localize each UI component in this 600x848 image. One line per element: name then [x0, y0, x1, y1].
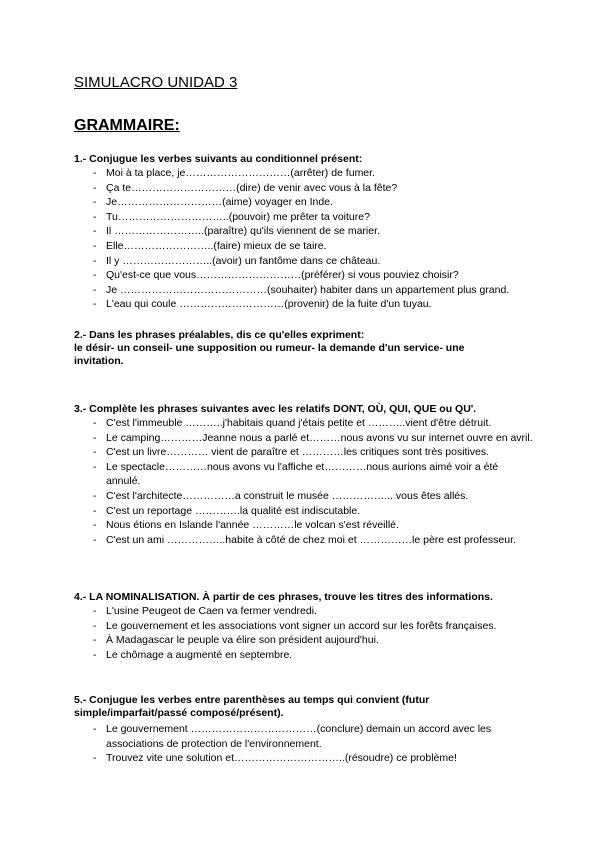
- exercise-4-list: [74, 604, 534, 662]
- page-title: SIMULACRO UNIDAD 3: [74, 74, 238, 91]
- exercise-3: [74, 403, 534, 547]
- list-item: - Je ……………………………………(souhaiter) habiter dans un appartement plus grand.: [74, 283, 534, 298]
- list-item: - L'usine Peugeot de Caen va fermer vendredi.: [74, 604, 534, 619]
- exercise-2-options: le désir- un conseil- une supposition ou rumeur- la demande d'un service- une invitation.: [74, 342, 465, 367]
- list-item: - Trouvez vite une solution et…………………………..(résoudre) ce problème!: [74, 751, 514, 766]
- list-item: - Le gouvernement et les associations vont signer un accord sur les forêts françaises.: [74, 619, 534, 634]
- exercise-3-list: [74, 416, 534, 547]
- list-item: - Il y ……………………..(avoir) un fantôme dans ce château.: [74, 254, 534, 269]
- list-item: - Ça te…………………………(dire) de venir avec vous à la fête?: [74, 181, 534, 196]
- list-item: - Le chômage a augmenté en septembre.: [74, 648, 534, 663]
- list-item: - Le spectacle…………nous avons vu l'affiche et…………nous aurions aimé voir a été annulé.: [74, 460, 534, 489]
- list-item: - Nous étions en Islande l'année …………le volcan s'est réveillé.: [74, 518, 534, 533]
- exercise-4-heading: 4.- LA NOMINALISATION. À partir de ces phrases, trouve les titres des informations.: [74, 591, 493, 603]
- list-item: - Qu'est-ce que vous…………………………(préférer) si vous pouviez choisir?: [74, 268, 534, 283]
- exercise-1: [74, 153, 534, 312]
- exercise-1-list: [74, 166, 534, 312]
- list-item: - Le camping…………Jeanne nous a parlé et………nous avons vu sur internet ouvre en avril.: [74, 431, 534, 446]
- list-item: - C'est l'architecte……………a construit le musée ……………... vous êtes allés.: [74, 489, 534, 504]
- list-item: - C'est un ami ……………..habite à côté de chez moi et ……………le père est professeur.: [74, 533, 534, 548]
- exercise-5-list: [74, 722, 514, 766]
- list-item: - C'est un livre………… vient de paraître et …………les critiques sont très positives.: [74, 445, 534, 460]
- list-item: - Le gouvernement ………………………………(conclure) demain un accord avec les associations de protection de l'environnement.: [74, 722, 514, 751]
- list-item: - L'eau qui coule …………………………(provenir) de la fuite d'un tuyau.: [74, 297, 534, 312]
- list-item: - Tu…………………………..(pouvoir) me prêter ta voiture?: [74, 210, 534, 225]
- exercise-2-heading: 2.- Dans les phrases préalables, dis ce qu'elles expriment:: [74, 329, 365, 341]
- list-item: - C'est l'immeuble ………..j'habitais quand j'étais petite et ………..vient d'être détruit.: [74, 416, 534, 431]
- exercise-5-heading: 5.- Conjugue les verbes entre parenthèses au temps qui convient (futur simple/imparfait/passé composé/présent).: [74, 694, 430, 719]
- list-item: - Je…………………………(aime) voyager en Inde.: [74, 195, 534, 210]
- exercise-1-heading: 1.- Conjugue les verbes suivants au conditionnel présent:: [74, 153, 363, 165]
- list-item: - À Madagascar le peuple va élire son président aujourd'hui.: [74, 633, 534, 648]
- exercise-2: [74, 329, 514, 368]
- list-item: - Moi à ta place, je…………………………(arrêter) de fumer.: [74, 166, 534, 181]
- list-item: - Il ……………………..(paraître) qu'ils viennent de se marier.: [74, 224, 534, 239]
- list-item: - Elle……………………..(faire) mieux de se taire.: [74, 239, 534, 254]
- exercise-5: [74, 694, 514, 766]
- exercise-3-heading: 3.- Complète les phrases suivantes avec les relatifs DONT, OÙ, QUI, QUE ou QU'.: [74, 403, 477, 415]
- list-item: - C'est un reportage ………….la qualité est indiscutable.: [74, 504, 534, 519]
- section-title-grammar: GRAMMAIRE:: [74, 117, 180, 134]
- exercise-4: [74, 591, 534, 662]
